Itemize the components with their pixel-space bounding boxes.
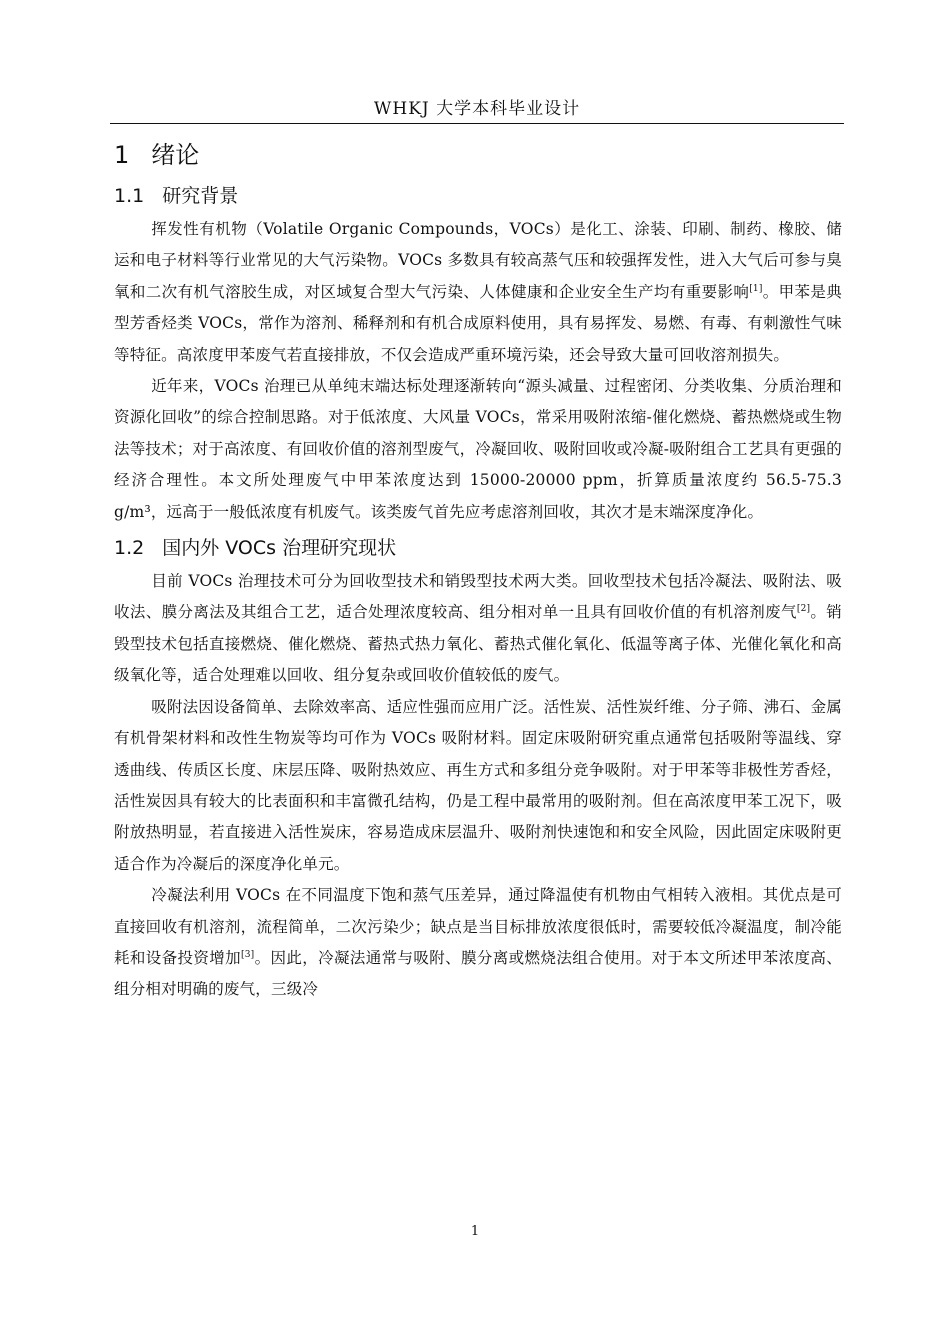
page-number: 1 [470,1224,480,1239]
paragraph-text: 冷凝法利用 VOCs 在不同温度下饱和蒸气压差异，通过降温使有机物由气相转入液相。其优点是可直接回收有机溶剂，流程简单，二次污染少；缺点是当目标排放浓度很低时，需要较低冷凝温度，制冷能耗和设备投资增加 [114,886,842,967]
paragraph-text: 挥发性有机物（Volatile Organic Compounds，VOCs）是化工、涂装、印刷、制药、橡胶、储运和电子材料等行业常见的大气污染物。VOCs 多数具有较高蒸气压和较强挥发性，进入大气后可参与臭氧和二次有机气溶胶生成，对区域复合型大气污染、人体健康和企业安全生产均有重要影响 [114,220,842,301]
paragraph [114,566,842,692]
section-heading-1-1 [114,182,842,210]
citation-ref: [2] [796,604,811,615]
paragraph [114,880,842,1006]
paragraph-text: 。销毁型技术包括直接燃烧、催化燃烧、蓄热式热力氧化、蓄热式催化氧化、低温等离子体、光催化氧化和高级氧化等，适合处理难以回收、组分复杂或回收价值较低的废气。 [114,603,842,685]
paragraph-text: 。因此，冷凝法通常与吸附、膜分离或燃烧法组合使用。对于本文所述甲苯浓度高、组分相对明确的废气，三级冷 [114,948,842,999]
section-number: 1.2 [114,537,145,560]
section-title: 国内外 VOCs 治理研究现状 [162,537,397,560]
citation-ref: [3] [241,949,255,960]
chapter-heading [114,138,842,172]
section-heading-1-2 [114,534,842,562]
chapter-title: 绪论 [151,141,200,169]
paragraph: 吸附法因设备简单、去除效率高、适应性强而应用广泛。活性炭、活性炭纤维、分子筛、沸石、金属有机骨架材料和改性生物炭等均可作为 VOCs 吸附材料。固定床吸附研究重点通常包括吸附等温线、穿透曲线、传质区长度、床层压降、吸附热效应、再生方式和多组分竞争吸附。对于甲苯等非极性芳香烃，活性炭因具有较大的比表面积和丰富微孔结构，仍是工程中最常用的吸附剂。但在高浓度甲苯工况下，吸附放热明显，若直接进入活性炭床，容易造成床层温升、吸附剂快速饱和和安全风险，因此固定床吸附更适合作为冷凝后的深度净化单元。 [114,697,842,873]
section-title: 研究背景 [162,185,239,207]
citation-ref: [1] [749,283,763,294]
paragraph-text: 目前 VOCs 治理技术可分为回收型技术和销毁型技术两大类。回收型技术包括冷凝法、吸附法、吸收法、膜分离法及其组合工艺，适合处理浓度较高、组分相对单一且具有回收价值的有机溶剂废气 [114,572,842,622]
chapter-number: 1 [114,141,130,169]
page-header: WHKJ 大学本科毕业设计 [373,99,581,119]
section-number: 1.1 [114,185,145,207]
paragraph: 近年来，VOCs 治理已从单纯末端达标处理逐渐转向“源头减量、过程密闭、分类收集、分质治理和资源化回收”的综合控制思路。对于低浓度、大风量 VOCs，常采用吸附浓缩-催化燃烧、蓄热燃烧或生物法等技术；对于高浓度、有回收价值的溶剂型废气，冷凝回收、吸附回收或冷凝-吸附组合工艺具有更强的经济合理性。本文所处理废气中甲苯浓度达到 15000-20000 ppm，折算质量浓度约 56.5-75.3 g/m³，远高于一般低浓度有机废气。该类废气首先应考虑溶剂回收，其次才是末端深度净化。 [114,377,842,521]
document-body [114,128,842,1006]
paragraph [114,214,842,371]
paragraph-text: 。甲苯是典型芳香烃类 VOCs，常作为溶剂、稀释剂和有机合成原料使用，具有易挥发、易燃、有毒、有刺激性气味等特征。高浓度甲苯废气若直接排放，不仅会造成严重环境污染，还会导致大量可回收溶剂损失。 [114,282,842,364]
header-divider [110,123,844,124]
